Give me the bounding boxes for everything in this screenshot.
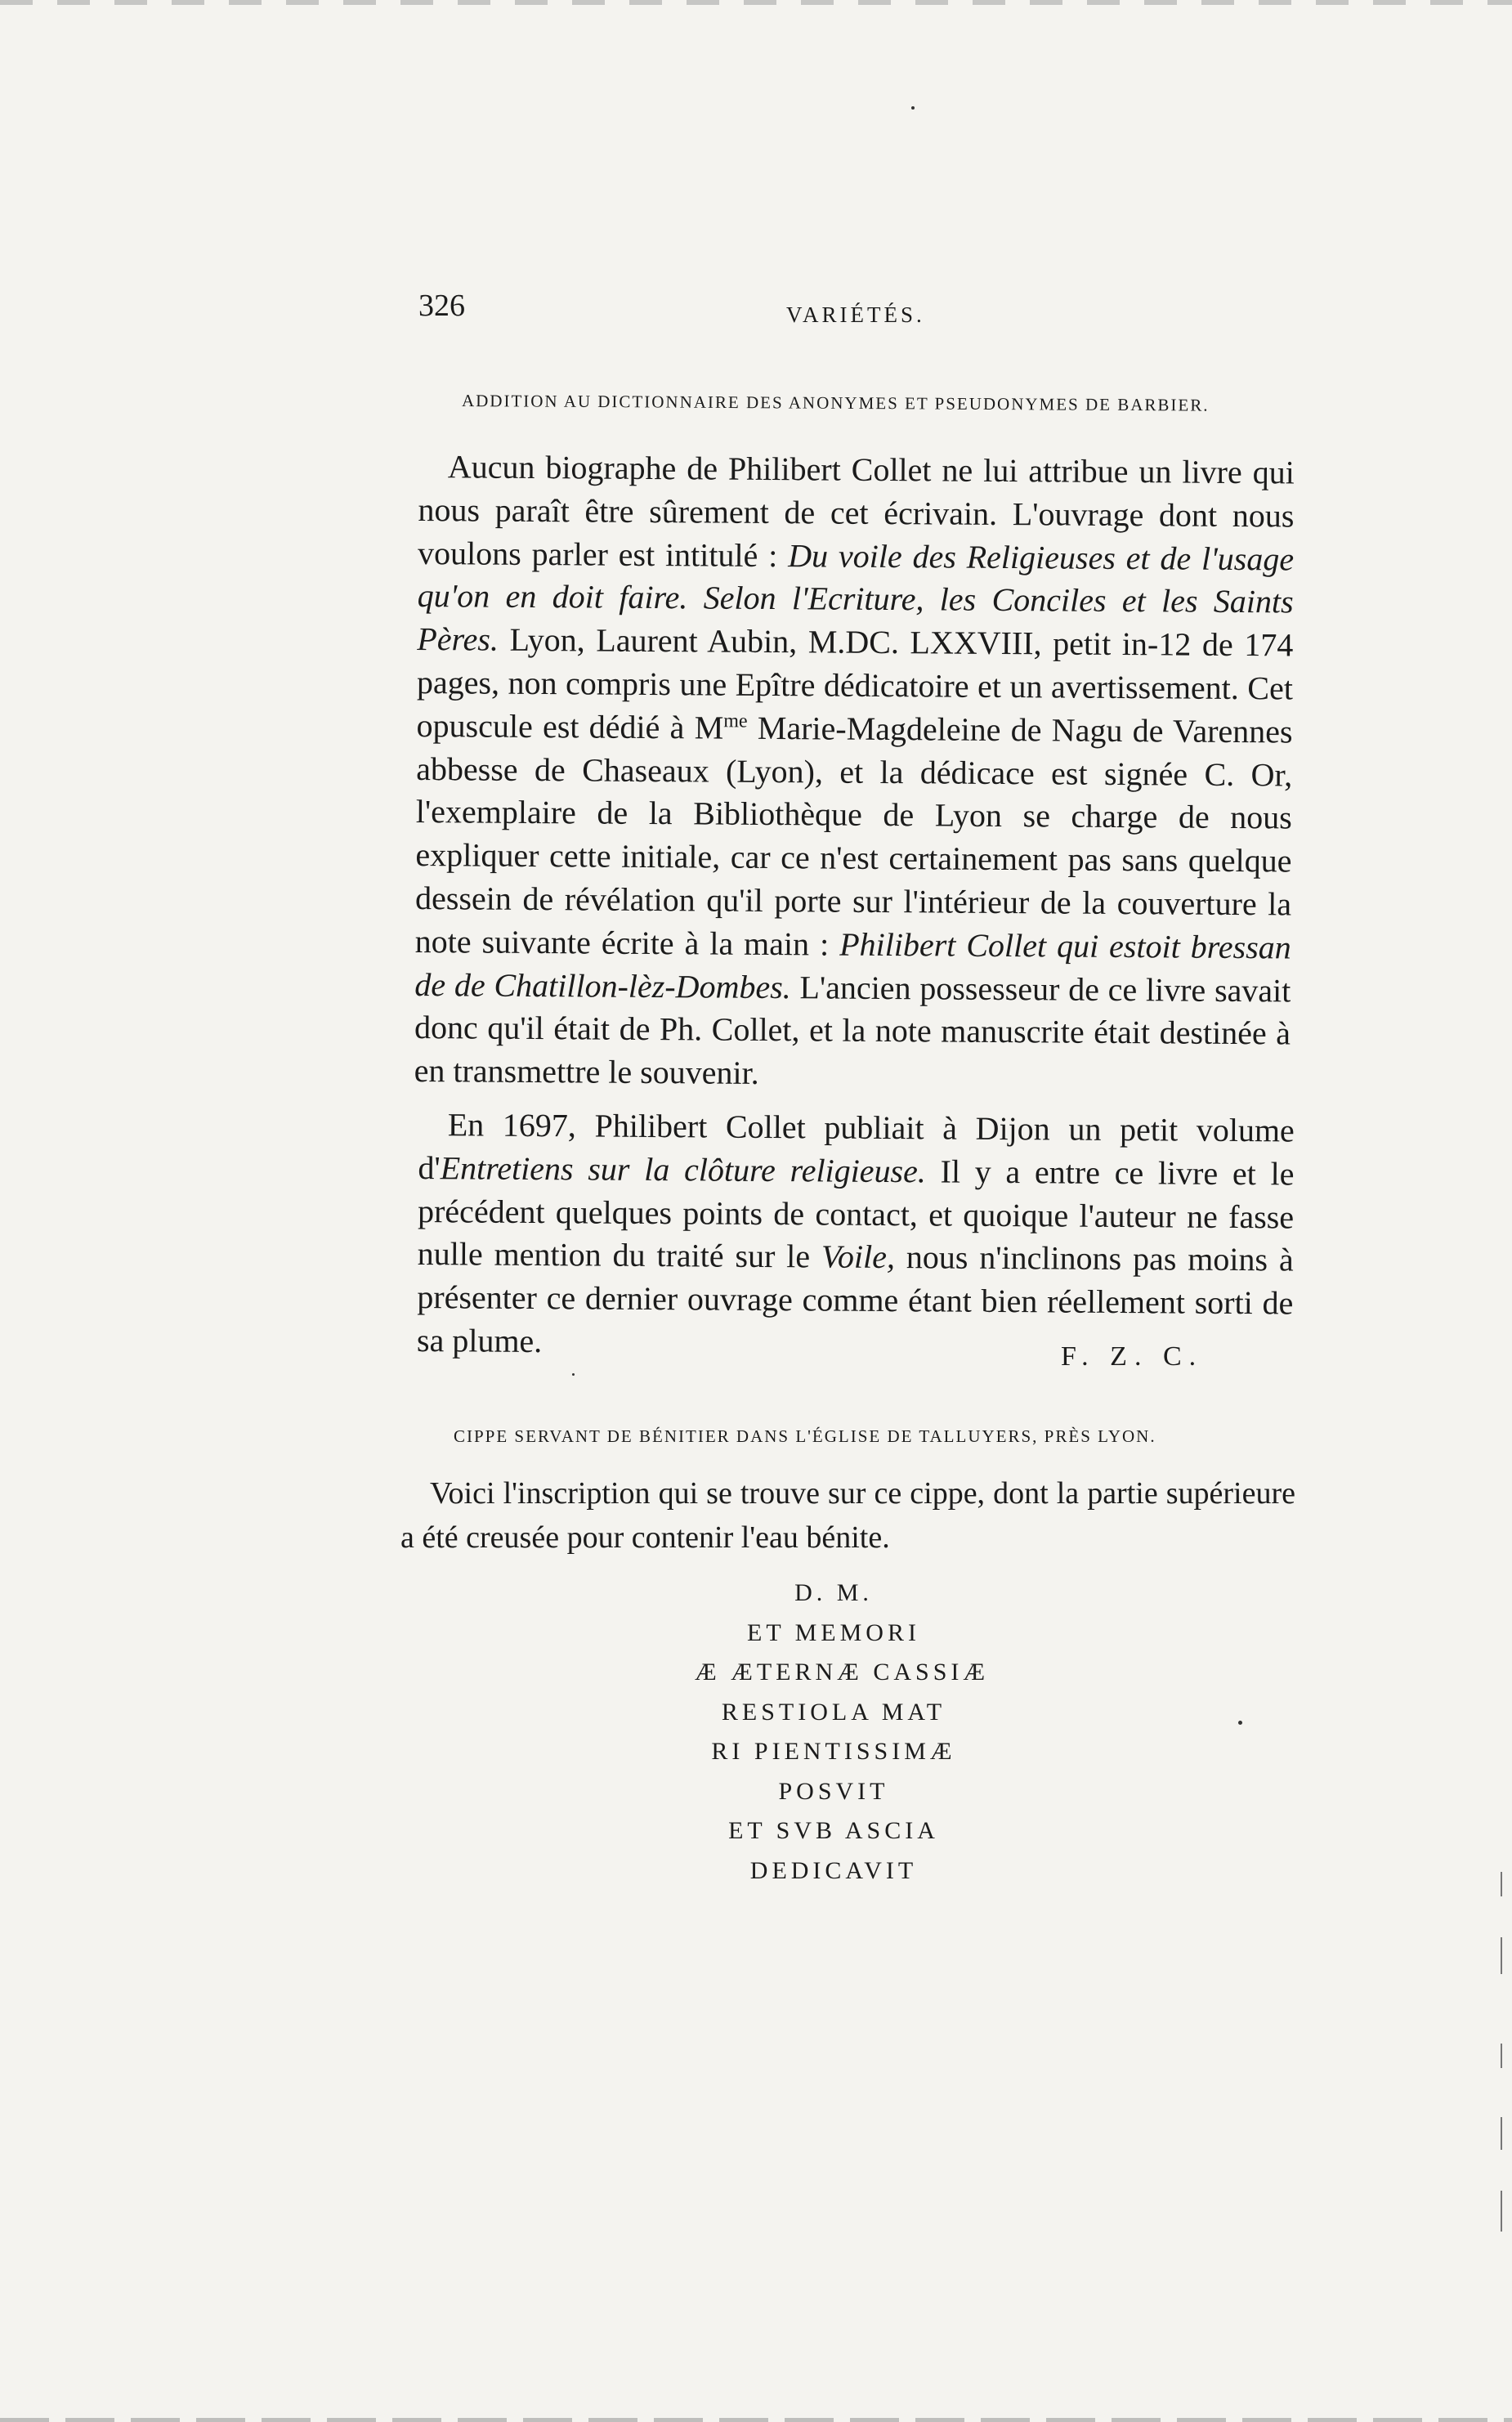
superscript: me [723,710,748,732]
section-title-cippe: CIPPE SERVANT DE BÉNITIER DANS L'ÉGLISE DE TALLUYERS, PRÈS LYON. [454,1426,1156,1446]
paragraph-biographe [414,445,1295,1099]
inscription-line: ET SVB ASCIA [728,1817,939,1844]
scan-edge-mark [1501,1872,1502,1896]
inscription-line: ET MEMORI [747,1618,920,1646]
text-run: Marie-Magdeleine de Nagu de Varennes abbesse de Chaseaux (Lyon), et la dédicace est signée C. Or, l'exemplaire de la Bibliothèque de Lyon se charge de nous expliquer cette initiale, car ce n'est certainement pas sans quelque dessein de révélation qu'il porte sur l'intérieur de la couverture la note suivante écrite à la main : [414,709,1293,963]
text-run: L'ancien possesseur de ce livre savait donc qu'il était de Ph. Collet, et la note manuscrite était destinée à en transmettre le souvenir. [414,968,1291,1092]
author-initials: F. Z. C. [1061,1341,1204,1372]
page-header [418,288,1301,337]
inscription-line: POSVIT [778,1777,889,1805]
italic-note: Philibert Collet qui estoit bressan de de Chatillon-lèz-Dombes. [414,925,1291,1005]
scan-speck [911,106,915,110]
inscription-line: RI PIENTISSIMÆ [711,1738,956,1765]
page-number: 326 [418,289,465,323]
running-title: VARIÉTÉS. [786,302,925,327]
paragraph-entretiens [417,1104,1295,1368]
latin-inscription [695,1574,990,1891]
scan-bottom-edge [0,2418,1512,2422]
scan-speck [1238,1721,1242,1725]
scan-edge-mark [1501,2044,1502,2068]
section-title-addition: ADDITION AU DICTIONNAIRE DES ANONYMES ET PSEUDONYMES DE BARBIER. [461,391,1210,415]
inscription-line: Æ ÆTERNÆ CASSIÆ [695,1659,990,1686]
text-run: Il y a entre ce livre et le précédent quelques points de contact, et quoique l'auteur ne fasse nulle mention du traité sur le [417,1153,1295,1275]
scan-edge-mark [1501,1937,1502,1974]
italic-word: Voile, [821,1238,896,1276]
inscription-line: DEDICAVIT [749,1856,918,1884]
inscription-line: RESTIOLA MAT [721,1698,946,1726]
text-run: En 1697, Philibert Collet publiait à Dijon un petit volume d' [418,1106,1295,1186]
scan-edge-mark [1501,2191,1502,2232]
text-run: Aucun biographe de Philibert Collet ne lui attribue un livre qui nous paraît être sûrement de cet écrivain. L'ouvrage dont nous voulons parler est intitulé : [417,448,1295,574]
italic-book-title: Du voile des Religieuses et de l'usage qu'on en doit faire. Selon l'Ecriture, les Conciles et les Saints Pères. [417,536,1295,658]
italic-book-title: Entretiens sur la clôture religieuse. [440,1148,927,1190]
scan-top-edge [0,0,1512,5]
scan-speck [572,1373,575,1376]
paragraph-inscription-intro: Voici l'inscription qui se trouve sur ce cippe, dont la partie supérieure a été creusée pour contenir l'eau bénite. [400,1476,1295,1555]
text-run: Lyon, Laurent Aubin, M.DC. LXXVIII, petit in-12 de 174 pages, non compris une Epître dédicatoire et un avertissement. Cet opuscule est dédié à M [416,620,1294,746]
text-run: nous n'inclinons pas moins à présenter ce dernier ouvrage comme étant bien réellement sorti de sa plume. [416,1238,1294,1360]
inscription-line: D. M. [794,1579,873,1606]
scan-edge-mark [1501,2117,1502,2150]
